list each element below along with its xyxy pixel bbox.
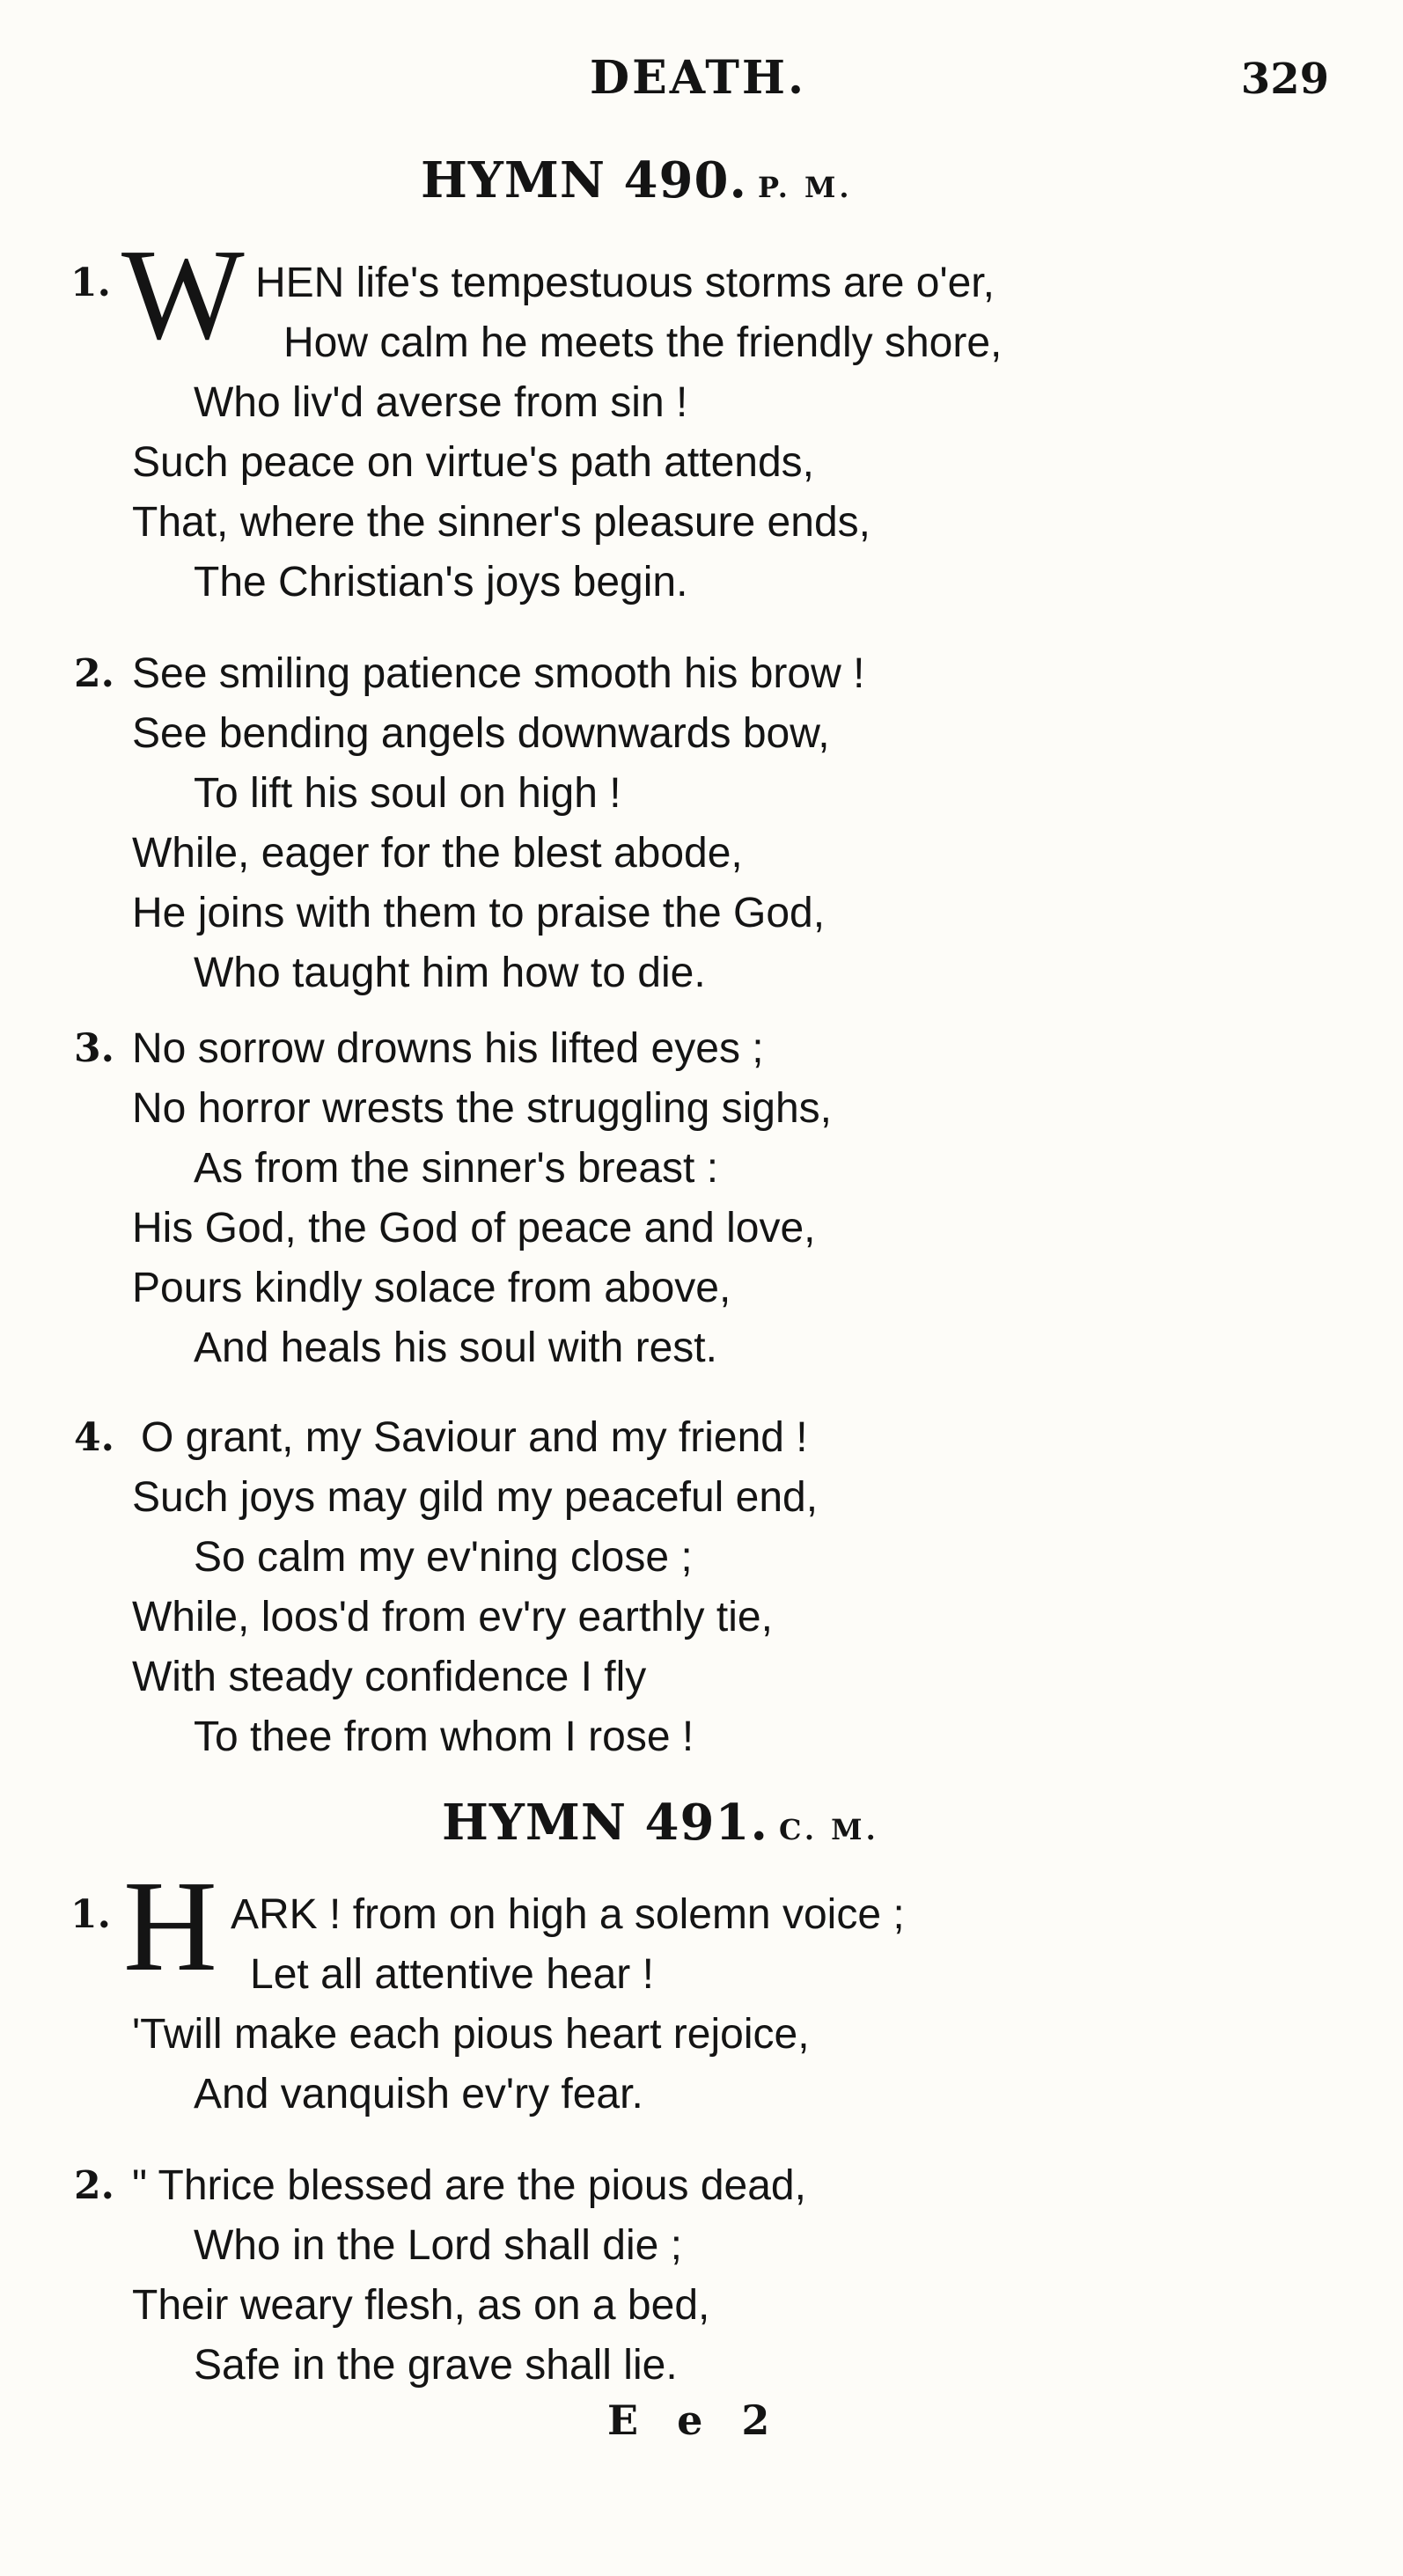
section-title: DEATH. <box>590 51 807 105</box>
verse-line: Who in the Lord shall die ; <box>194 2222 682 2269</box>
verse-line: Who taught him how to die. <box>194 950 706 996</box>
hymn-meter: P. M. <box>757 171 853 204</box>
verse-line: Who liv'd averse from sin ! <box>194 379 688 426</box>
drop-cap: W <box>121 223 245 367</box>
verse-line: His God, the God of peace and love, <box>132 1205 816 1251</box>
page-number: 329 <box>1240 55 1329 104</box>
verse-line: With steady confidence I fly <box>132 1654 647 1700</box>
verse-line: O grant, my Saviour and my friend ! <box>141 1414 808 1461</box>
printer-signature-mark: E e 2 <box>607 2396 782 2444</box>
verse-line: 'Twill make each pious heart rejoice, <box>132 2011 810 2058</box>
hymn-490-title <box>421 151 853 209</box>
hymn-meter: C. M. <box>778 1813 879 1846</box>
verse-number: 4. <box>74 1415 114 1460</box>
verse-line: While, eager for the blest abode, <box>132 830 743 877</box>
verse-number: 3. <box>74 1026 114 1071</box>
running-head <box>0 51 1403 121</box>
verse-line: Let all attentive hear ! <box>250 1951 654 1998</box>
verse-line: The Christian's joys begin. <box>194 559 688 605</box>
verse-number: 1. <box>70 261 111 305</box>
verse-number: 1. <box>70 1892 111 1937</box>
verse-line: And heals his soul with rest. <box>194 1325 717 1371</box>
verse-line: HEN life's tempestuous storms are o'er, <box>255 260 995 306</box>
verse-line: While, loos'd from ev'ry earthly tie, <box>132 1594 773 1640</box>
verse-line: Such joys may gild my peaceful end, <box>132 1474 819 1521</box>
verse-line: ARK ! from on high a solemn voice ; <box>231 1891 905 1938</box>
verse-line: No horror wrests the struggling sighs, <box>132 1085 832 1132</box>
hymn-title-text: HYMN 490. <box>421 151 747 209</box>
verse-line: See bending angels downwards bow, <box>132 710 830 757</box>
verse-line: How calm he meets the friendly shore, <box>283 319 1003 366</box>
verse-line: He joins with them to praise the God, <box>132 890 826 936</box>
verse-line: Pours kindly solace from above, <box>132 1265 731 1311</box>
verse-number: 2. <box>74 651 114 696</box>
verse-line: As from the sinner's breast : <box>194 1145 719 1192</box>
verse-line: And vanquish ev'ry fear. <box>194 2071 643 2117</box>
verse-number: 2. <box>74 2163 114 2208</box>
hymn-491-title <box>442 1794 879 1852</box>
verse-line: " Thrice blessed are the pious dead, <box>132 2162 806 2209</box>
verse-line: See smiling patience smooth his brow ! <box>132 650 865 697</box>
hymn-title-text: HYMN 491. <box>442 1794 768 1852</box>
drop-cap: H <box>123 1854 217 1999</box>
verse-line: So calm my ev'ning close ; <box>194 1534 693 1581</box>
verse-line: Such peace on virtue's path attends, <box>132 439 815 486</box>
verse-line: Their weary flesh, as on a bed, <box>132 2282 710 2329</box>
verse-line: That, where the sinner's pleasure ends, <box>132 499 870 546</box>
verse-line: Safe in the grave shall lie. <box>194 2342 678 2389</box>
verse-line: No sorrow drowns his lifted eyes ; <box>132 1025 764 1072</box>
verse-line: To thee from whom I rose ! <box>194 1714 694 1760</box>
verse-line: To lift his soul on high ! <box>194 770 621 817</box>
